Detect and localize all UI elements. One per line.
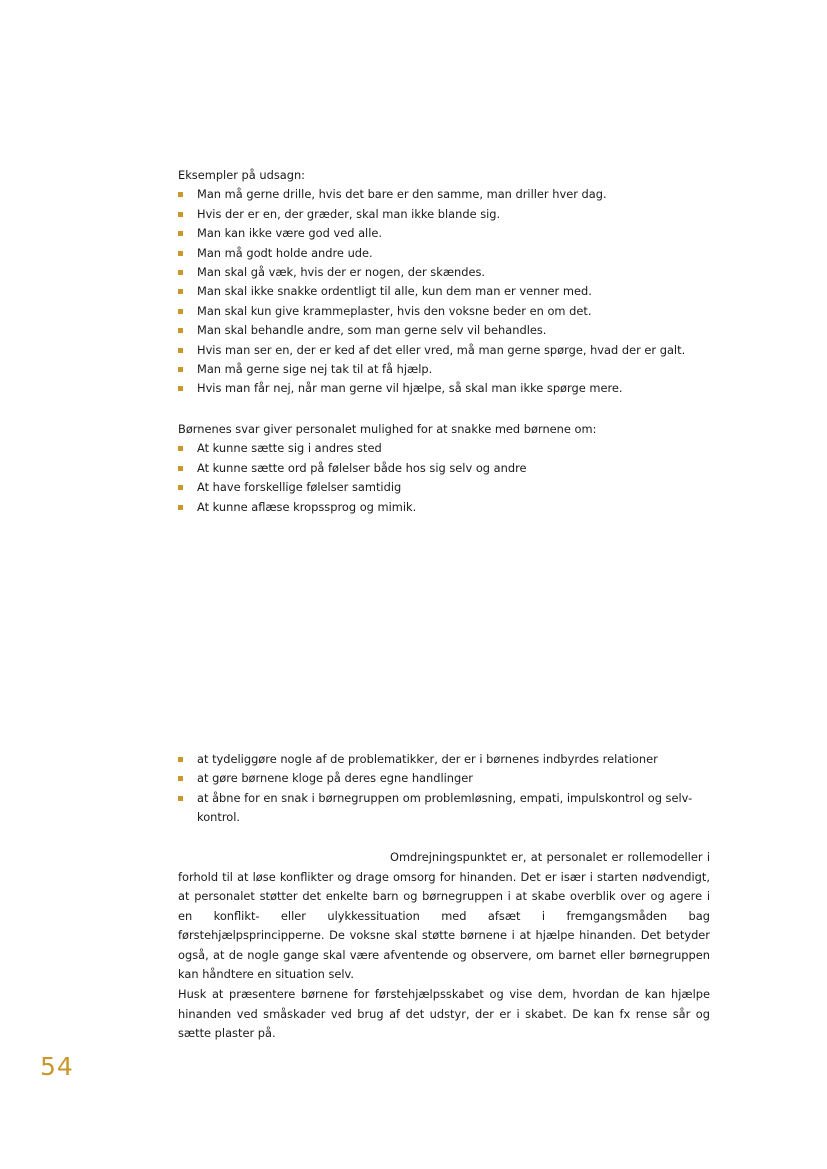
bullet-square-icon <box>178 270 183 275</box>
purposes-list <box>178 750 698 828</box>
bullet-square-icon <box>178 796 183 801</box>
list-item: Man må gerne drille, hvis det bare er den samme, man driller hver dag. <box>178 185 710 204</box>
purposes-section <box>178 750 698 828</box>
list-item: Man må godt holde andre ude. <box>178 244 710 263</box>
examples-list <box>178 185 710 398</box>
list-item: at åbne for en snak i børnegruppen om problemløsning, empati, impulskontrol og selv-kontrol. <box>178 789 698 828</box>
list-item: Man må gerne sige nej tak til at få hjælp. <box>178 360 710 379</box>
bullet-square-icon <box>178 466 183 471</box>
bullet-square-icon <box>178 212 183 217</box>
examples-heading: Eksempler på udsagn: <box>178 168 306 182</box>
list-item: Hvis man ser en, der er ked af det eller vred, må man gerne spørge, hvad der er galt. <box>178 341 710 360</box>
list-item: Man skal ikke snakke ordentligt til alle, kun dem man er venner med. <box>178 282 710 301</box>
bullet-square-icon <box>178 776 183 781</box>
bullet-square-icon <box>178 386 183 391</box>
answers-section <box>178 420 710 517</box>
list-item: at gøre børnene kloge på deres egne handlinger <box>178 769 698 788</box>
bullet-square-icon <box>178 505 183 510</box>
answers-list <box>178 439 710 517</box>
answers-heading: Børnenes svar giver personalet mulighed for at snakke med børnene om: <box>178 422 597 436</box>
list-item: At kunne sætte sig i andres sted <box>178 439 710 458</box>
pivot-paragraph-block <box>178 848 710 985</box>
list-item: Hvis der er en, der græder, skal man ikke blande sig. <box>178 205 710 224</box>
list-item: Man skal behandle andre, som man gerne selv vil behandles. <box>178 321 710 340</box>
bullet-square-icon <box>178 367 183 372</box>
page-number: 54 <box>40 1052 74 1081</box>
bullet-square-icon <box>178 328 183 333</box>
list-item: at tydeliggøre nogle af de problematikker, der er i børnenes indbyrdes relationer <box>178 750 698 769</box>
remember-paragraph: Husk at præsentere børnene for førstehjælpsskabet og vise dem, hvordan de kan hjælpe hinanden ved småskader ved brug af det udstyr, der er i skabet. De kan fx rense sår og sætte plaster på. <box>178 987 710 1040</box>
list-item: Man skal gå væk, hvis der er nogen, der skændes. <box>178 263 710 282</box>
list-item: At kunne sætte ord på følelser både hos sig selv og andre <box>178 459 710 478</box>
list-item: Hvis man får nej, når man gerne vil hjælpe, så skal man ikke spørge mere. <box>178 379 710 398</box>
bullet-square-icon <box>178 231 183 236</box>
bullet-square-icon <box>178 192 183 197</box>
list-item: Man kan ikke være god ved alle. <box>178 224 710 243</box>
bullet-square-icon <box>178 446 183 451</box>
examples-section <box>178 166 710 399</box>
bullet-square-icon <box>178 485 183 490</box>
pivot-paragraph: Omdrejningspunktet er, at personalet er rollemodeller i forhold til at løse konflikter og drage omsorg for hinanden. Det er især i starten nødvendigt, at personalet støtter det enkelte barn og børnegruppen i at skabe overblik over og agere i en konflikt- eller ulykkessituation med afsæt i fremgangsmåden bag førstehjælpsprincipperne. De voksne skal støtte børnene i at hjælpe hinanden. Det betyder også, at de nogle gange skal være afventende og observere, om barnet eller børnegruppen kan håndtere en situation selv. <box>178 850 710 981</box>
bullet-square-icon <box>178 309 183 314</box>
bullet-square-icon <box>178 757 183 762</box>
list-item: At have forskellige følelser samtidig <box>178 478 710 497</box>
bullet-square-icon <box>178 251 183 256</box>
bullet-square-icon <box>178 348 183 353</box>
remember-paragraph-block <box>178 985 710 1044</box>
list-item: Man skal kun give krammeplaster, hvis den voksne beder en om det. <box>178 302 710 321</box>
bullet-square-icon <box>178 289 183 294</box>
list-item: At kunne aflæse kropssprog og mimik. <box>178 498 710 517</box>
